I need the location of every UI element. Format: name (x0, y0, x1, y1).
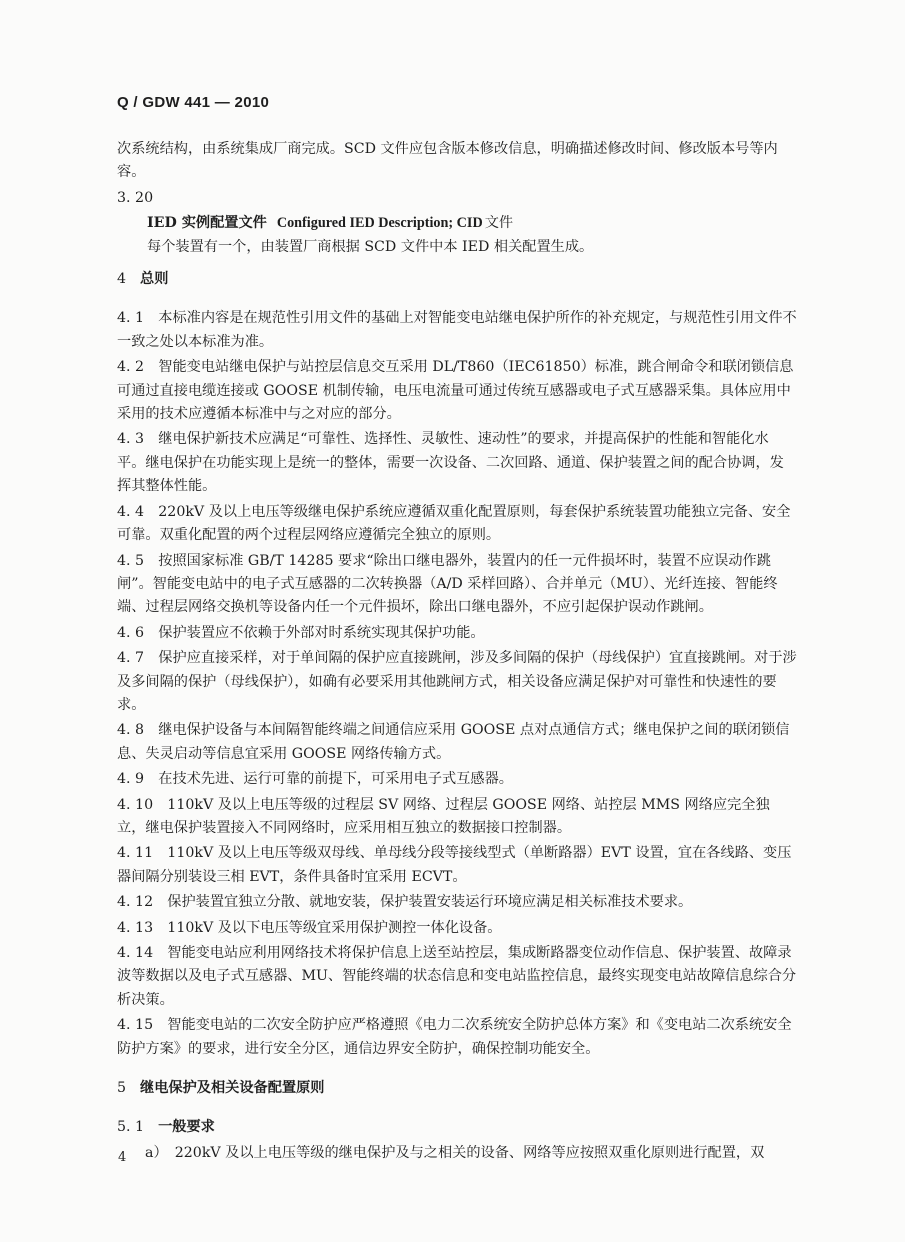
document-code-header: Q / GDW 441 — 2010 (117, 94, 270, 111)
clause-3-20-term (117, 212, 797, 235)
clause-4-1: 4. 1 本标准内容是在规范性引用文件的基础上对智能变电站继电保护所作的补充规定，与规范性引用文件不一致之处以本标准为准。 (117, 310, 797, 350)
term-english: Configured IED Description; CID (276, 215, 483, 232)
section-4-heading (117, 268, 797, 291)
section-5-heading (117, 1077, 797, 1100)
clause-4-4: 4. 4 220kV 及以上电压等级继电保护系统应遵循双重化配置原则，每套保护系统装置功能独立完备、安全可靠。双重化配置的两个过程层网络应遵循完全独立的原则。 (117, 503, 791, 544)
clause-4-15: 4. 15 智能变电站的二次安全防护应严格遵照《电力二次系统安全防护总体方案》和《变电站二次系统安全防护方案》的要求，进行安全分区，通信边界安全防护，确保控制功能安全。 (117, 1017, 792, 1057)
clause-4-3: 4. 3 继电保护新技术应满足“可靠性、选择性、灵敏性、速动性”的要求，并提高保护的性能和智能化水平。继电保护在功能实现上是统一的整体，需要一次设备、二次回路、通道、保护装置之间的配合协调，发挥其整体性能。 (117, 431, 784, 495)
term-suffix: 文件 (484, 215, 514, 232)
clause-4-9: 4. 9 在技术先进、运行可靠的前提下，可采用电子式互感器。 (117, 771, 513, 788)
clause-4-7: 4. 7 保护应直接采样，对于单间隔的保护应直接跳闸，涉及多间隔的保护（母线保护）宜直接跳闸。对于涉及多间隔的保护（母线保护），如确有必要采用其他跳闸方式，相关设备应满足保护对可靠性和快速性的要求。 (117, 650, 797, 713)
section-5-number: 5 (117, 1080, 127, 1097)
clause-4-12: 4. 12 保护装置宜独立分散、就地安装，保护装置安装运行环境应满足相关标准技术要求。 (117, 894, 693, 911)
section-5-1-number: 5. 1 (117, 1119, 145, 1136)
clause-4-13: 4. 13 110kV 及以下电压等级宜采用保护测控一体化设备。 (117, 919, 502, 936)
continuation-paragraph: 次系统结构，由系统集成厂商完成。SCD 文件应包含版本修改信息，明确描述修改时间、修改版本号等内容。 (117, 141, 778, 181)
clause-5-1-a: a） 220kV 及以上电压等级的继电保护及与之相关的设备、网络等应按照双重化原则进行配置，双 (145, 1144, 765, 1161)
clause-4-10: 4. 10 110kV 及以上电压等级的过程层 SV 网络、过程层 GOOSE 网络、站控层 MMS 网络应完全独立，继电保护装置接入不同网络时，应采用相互独立的数据接口控制器。 (117, 796, 770, 836)
clause-3-20-definition: 每个装置有一个，由装置厂商根据 SCD 文件中本 IED 相关配置生成。 (147, 238, 594, 255)
clause-4-6: 4. 6 保护装置应不依赖于外部对时系统实现其保护功能。 (117, 624, 485, 641)
term-chinese: IED 实例配置文件 (147, 215, 267, 232)
page-number: 4 (118, 1150, 127, 1165)
section-5-title: 继电保护及相关设备配置原则 (140, 1080, 325, 1097)
section-4-number: 4 (117, 271, 127, 288)
section-4-title: 总则 (140, 271, 169, 288)
clause-4-5: 4. 5 按照国家标准 GB/T 14285 要求“除出口继电器外，装置内的任一元件损坏时，装置不应误动作跳闸”。智能变电站中的电子式互感器的二次转换器（A/D 采样回路）、合并单元（MU）、光纤连接、智能终端、过程层网络交换机等设备内任一个元件损坏，除出口继电器外，不应引起保护误动作跳闸。 (117, 552, 778, 616)
document-body (117, 138, 797, 1165)
clause-4-11: 4. 11 110kV 及以上电压等级双母线、单母线分段等接线型式（单断路器）EVT 设置，宜在各线路、变压器间隔分别装设三相 EVT，条件具备时宜采用 ECVT。 (117, 845, 792, 885)
section-5-1-title: 一般要求 (158, 1119, 215, 1136)
clause-3-20-number: 3. 20 (117, 189, 154, 206)
clause-4-8: 4. 8 继电保护设备与本间隔智能终端之间通信应采用 GOOSE 点对点通信方式；继电保护之间的联闭锁信息、失灵启动等信息宜采用 GOOSE 网络传输方式。 (117, 722, 790, 762)
clause-4-2: 4. 2 智能变电站继电保护与站控层信息交互采用 DL/T860（IEC61850）标准，跳合闸命令和联闭锁信息可通过直接电缆连接或 GOOSE 机制传输，电压电流量可通过传统互感器或电子式互感器采集。具体应用中采用的技术应遵循本标准中与之对应的部分。 (117, 359, 794, 423)
clause-4-14: 4. 14 智能变电站应利用网络技术将保护信息上送至站控层，集成断路器变位动作信息、保护装置、故障录波等数据以及电子式互感器、MU、智能终端的状态信息和变电站监控信息，最终实现变电站故障信息综合分析决策。 (117, 945, 797, 1008)
section-5-1-heading (117, 1116, 797, 1139)
